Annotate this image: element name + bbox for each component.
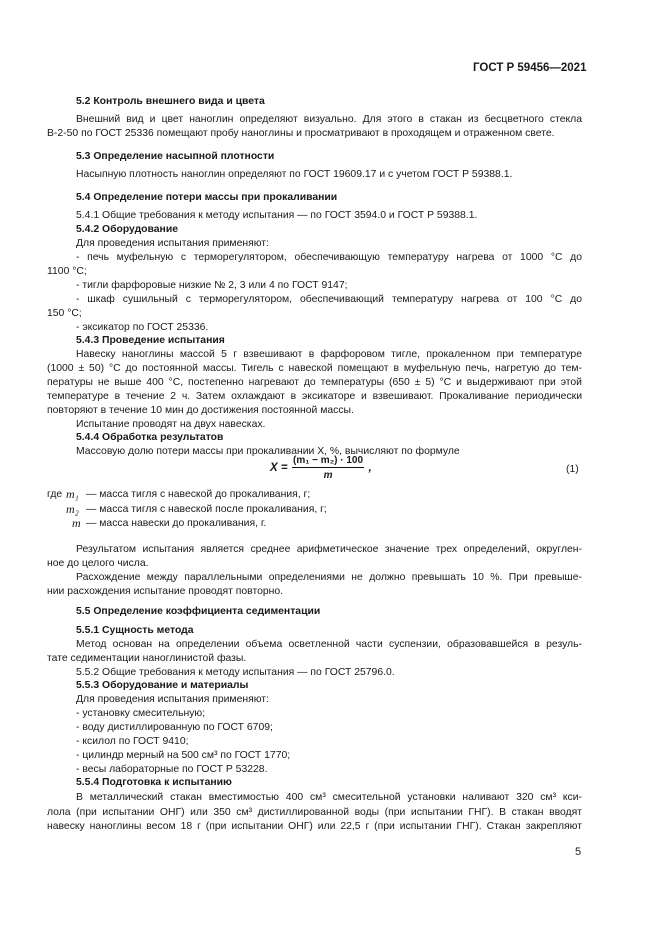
variable-definition: — масса навески до прокаливания, г. bbox=[86, 518, 267, 529]
paragraph-line: Насыпную плотность наноглин определяют по ГОСТ 19609.17 и с учетом ГОСТ Р 59388.1. bbox=[76, 169, 513, 180]
list-item: - установку смесительную; bbox=[76, 708, 206, 719]
list-item: - ксилол по ГОСТ 9410; bbox=[76, 736, 189, 747]
subsection-title: 5.5.3 Оборудование и материалы bbox=[76, 680, 249, 691]
subsection-title: 5.5.4 Подготовка к испытанию bbox=[76, 777, 232, 788]
section-5-4-title: 5.4 Определение потери массы при прокаливании bbox=[76, 192, 338, 203]
variable-definition: — масса тигля с навеской до прокаливания, г; bbox=[86, 489, 311, 500]
paragraph-line: Навеску наноглины массой 5 г взвешивают в фарфоровом тигле, прокаленном при температуре bbox=[76, 349, 582, 360]
paragraph-line: тате седиментации наноглинистой фазы. bbox=[47, 653, 247, 664]
list-item: - тигли фарфоровые низкие № 2, 3 или 4 по ГОСТ 9147; bbox=[76, 280, 348, 291]
paragraph-line: Расхождение между параллельными определениями не должно превышать 10 %. При превыше- bbox=[76, 572, 582, 583]
formula-1 bbox=[270, 455, 372, 481]
formula-fraction bbox=[292, 455, 364, 481]
paragraph-line: пературы не выше 400 °C, постепенно нагревают до температуры (650 ± 5) °C и выдерживают при этой bbox=[47, 377, 582, 388]
list-item: - весы лабораторные по ГОСТ Р 53228. bbox=[76, 764, 268, 775]
subsection-title: 5.4.4 Обработка результатов bbox=[76, 432, 224, 443]
list-item: - печь муфельную с терморегулятором, обеспечивающую температуру нагрева от 1000 °C до bbox=[76, 252, 582, 263]
list-item: - шкаф сушильный с терморегулятором, обеспечивающий температуру нагрева от 100 °C до bbox=[76, 294, 582, 305]
section-5-2-title: 5.2 Контроль внешнего вида и цвета bbox=[76, 96, 265, 107]
formula-number: (1) bbox=[566, 464, 579, 475]
formula-numerator: (m₁ − m₂) · 100 bbox=[293, 455, 364, 466]
paragraph-line: (1000 ± 50) °C до постоянной массы. Тигель с навеской помещают в муфельную печь, нагретую до тем- bbox=[47, 363, 582, 374]
paragraph-line: Испытание проводят на двух навесках. bbox=[76, 419, 266, 430]
paragraph-line: повторяют в течение 10 мин до достижения постоянной массы. bbox=[47, 405, 354, 416]
paragraph-line: Для проведения испытания применяют: bbox=[76, 238, 269, 249]
paragraph-line: температуре в течение 2 ч. Затем охлаждают в эксикаторе и взвешивают. Прокаливание периодически bbox=[47, 391, 582, 402]
page-number: 5 bbox=[575, 846, 582, 858]
paragraph-line: Результатом испытания является среднее арифметическое значение трех определений, округлен- bbox=[76, 544, 582, 555]
paragraph-line: 5.5.2 Общие требования к методу испытания — по ГОСТ 25796.0. bbox=[76, 667, 395, 678]
formula-lhs: X = bbox=[270, 462, 288, 474]
list-item: - цилиндр мерный на 500 см³ по ГОСТ 1770; bbox=[76, 750, 291, 761]
standard-designation: ГОСТ Р 59456—2021 bbox=[473, 62, 587, 74]
subsection-title: 5.5.1 Сущность метода bbox=[76, 625, 194, 636]
formula-denominator: m bbox=[323, 470, 333, 481]
paragraph-line: Массовую долю потери массы при прокаливании X, %, вычисляют по формуле bbox=[76, 446, 460, 457]
paragraph-line: лола (при испытании ОНГ) или 350 см³ дистиллированной воды (при испытании ГНГ). В стакан вводят bbox=[47, 807, 582, 818]
subsection-title: 5.4.2 Оборудование bbox=[76, 224, 178, 235]
list-item-continuation: 150 °C; bbox=[47, 308, 82, 319]
paragraph-line: В-2-50 по ГОСТ 25336 помещают пробу наноглины и просматривают в проходящем и отраженном свете. bbox=[47, 128, 555, 139]
variable-definition: — масса тигля с навеской после прокаливания, г; bbox=[86, 504, 327, 515]
section-5-5-title: 5.5 Определение коэффициента седиментации bbox=[76, 606, 321, 617]
paragraph-line: навеску наноглины весом 18 г (при испытании ОНГ) или 22,5 г (при испытании ГНГ). Стакан закрепляют bbox=[47, 821, 582, 832]
variable-symbol: m₁ bbox=[66, 487, 79, 501]
list-item: - эксикатор по ГОСТ 25336. bbox=[76, 322, 209, 333]
paragraph-line: 5.4.1 Общие требования к методу испытания — по ГОСТ 3594.0 и ГОСТ Р 59388.1. bbox=[76, 210, 478, 221]
paragraph-line: нии расхождения испытание проводят повторно. bbox=[47, 586, 284, 597]
variable-where: где bbox=[47, 489, 63, 500]
paragraph-line: Метод основан на определении объема осветленной части суспензии, образовавшейся в резуль- bbox=[76, 639, 582, 650]
list-item: - воду дистиллированную по ГОСТ 6709; bbox=[76, 722, 273, 733]
paragraph-line: ное до целого числа. bbox=[47, 558, 149, 569]
variable-symbol: m bbox=[72, 516, 81, 530]
paragraph-line: Для проведения испытания применяют: bbox=[76, 694, 269, 705]
variable-symbol: m₂ bbox=[66, 502, 79, 516]
paragraph-line: Внешний вид и цвет наноглин определяют визуально. Для этого в стакан из бесцветного стекла bbox=[76, 114, 582, 125]
subsection-title: 5.4.3 Проведение испытания bbox=[76, 335, 225, 346]
list-item-continuation: 1100 °C; bbox=[47, 266, 87, 277]
formula-trailing-comma: , bbox=[368, 462, 372, 474]
paragraph-line: В металлический стакан вместимостью 400 см³ смесительной установки наливают 320 см³ кси- bbox=[76, 792, 582, 803]
section-5-3-title: 5.3 Определение насыпной плотности bbox=[76, 151, 275, 162]
